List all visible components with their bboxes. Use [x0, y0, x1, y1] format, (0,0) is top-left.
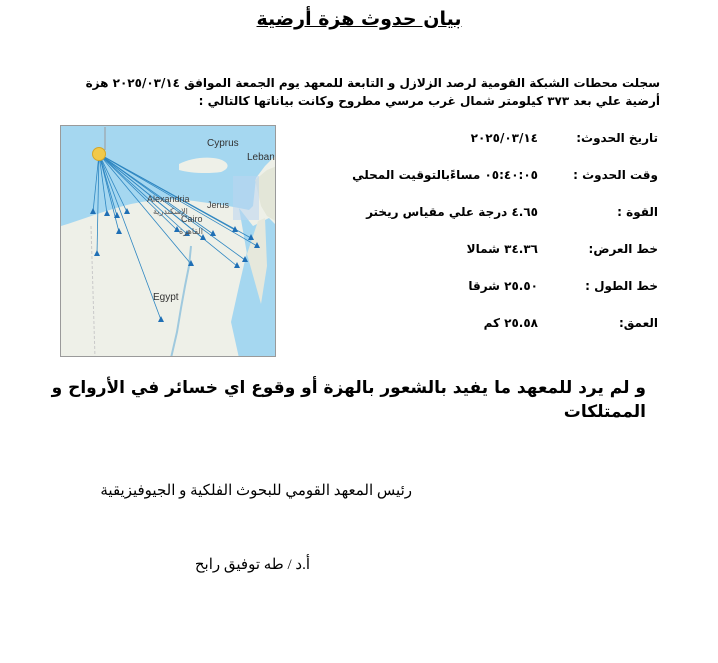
map-label-cairo: Cairo: [181, 214, 203, 224]
map-label-cairo-ar: القاهرة: [179, 227, 203, 236]
map-label-alexandria: Alexandria: [147, 194, 190, 204]
latitude-label: خط العرض:: [588, 242, 658, 256]
intro-paragraph: سجلت محطات الشبكة القومية لرصد الزلازل و التابعة للمعهد يوم الجمعة الموافق ٢٠٢٥/٠٣/١٤ هزة أرضية علي بعد ٣٧٣ كيلومتر شمال غرب مرسي مطروح وكانت بياناتها كالتالي :: [85, 76, 660, 108]
epicenter-marker: [93, 148, 106, 161]
map-label-alexandria-ar: الإسكندرية: [153, 207, 188, 216]
date-label: تاريخ الحدوث:: [576, 131, 658, 145]
map-label-jerusalem: Jerus: [207, 200, 230, 210]
signatory-name: أ.د / طه توفيق رابح: [194, 557, 310, 573]
epicenter-map: [60, 125, 276, 357]
longitude-label: خط الطول :: [585, 279, 658, 293]
time-label: وقت الحدوث :: [573, 168, 658, 182]
signatory-position: رئيس المعهد القومي للبحوث الفلكية و الجيوفيزيقية: [100, 483, 412, 499]
date-value: ٢٠٢٥/٠٣/١٤: [470, 131, 538, 145]
longitude-value: ٢٥.٥٠ شرقا: [468, 279, 538, 293]
highlight-area: [233, 176, 259, 220]
map-label-egypt: Egypt: [153, 292, 179, 303]
time-value: ٠٥:٤٠:٠٥ مساءًبالتوقيت المحلي: [352, 168, 538, 182]
magnitude-value: ٤.٦٥ درجة علي مقياس ريختر: [366, 205, 538, 219]
map-label-lebanon: Leban: [247, 152, 275, 163]
depth-label: العمق:: [618, 316, 658, 330]
map-label-cyprus: Cyprus: [207, 138, 239, 149]
magnitude-label: القوة :: [617, 205, 658, 219]
statement-text: و لم يرد للمعهد ما يفيد بالشعور بالهزة أو وقوع اي خسائر في الأرواح و الممتلكات: [51, 378, 646, 422]
map-canvas: [61, 126, 276, 357]
document-title: بيان حدوث هزة أرضية: [256, 8, 462, 30]
latitude-value: ٣٤.٣٦ شمالا: [466, 242, 538, 256]
depth-value: ٢٥.٥٨ كم: [483, 316, 538, 330]
